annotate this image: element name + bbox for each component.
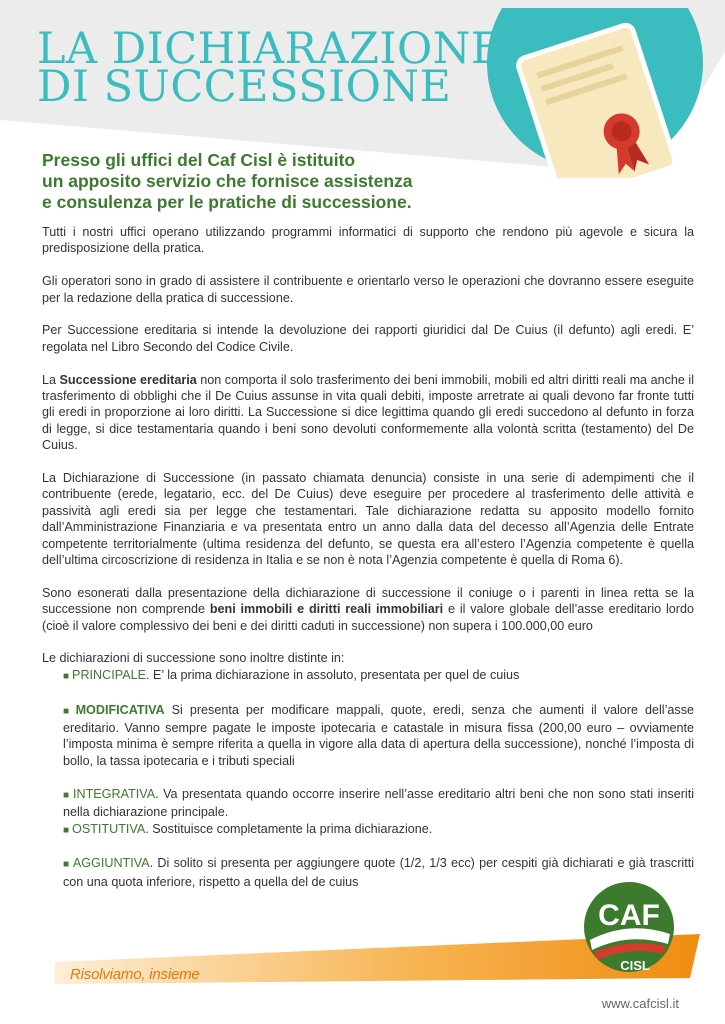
paragraph-4-post: non comporta il solo trasferimento dei beni immobili, mobili ed altri diritti reali ma anche il trasferimento di obblighi che il De Cuius assunse in vita quali debiti, imposte arretrate ai quali devono far fronte tutti gli eredi in proporzione ai loro diritti. La Successione si dice legittima quando gli eredi succedono al defunto in forza di legge, si dice testamentaria quando i beni sono devoluti conformemente alla volontà scritta (testamento) del De Cuius. [42,372,695,453]
intro-heading [42,150,482,213]
footer-slogan: Risolviamo, insieme [70,966,200,983]
square-bullet-icon: ■ [63,824,70,836]
type-text: . Di solito si presenta per aggiungere quote (1/2, 1/3 ecc) per cespiti già dichiarati e già trascritti con una quota inferiore, rispetto a quella del de cuius [63,856,694,889]
logo-text-cisl: CISL [620,958,650,973]
list-item [63,702,694,770]
intro-line-1: Presso gli uffici del Caf Cisl è istituito [42,150,356,170]
page-title [37,24,503,112]
paragraph-4-bold: Successione ereditaria [59,372,197,387]
paragraph-5: La Dichiarazione di Successione (in passato chiamata denuncia) consiste in una serie di adempimenti che il contribuente (erede, legatario, ecc. del De Cuius) deve eseguire per procedere al trasferimento delle attività e passività agli eredi sia per legge che testamentari. Tale dichiarazione redatta su apposito modello fornito dall’Amministrazione Finanziaria e va presentata entro un anno dalla data del decesso all’Agenzia delle Entrate competente territorialmente (ultima residenza del defunto, se questa era all’estero l’Agenzia competente è quella dell’ultima circoscrizione di residenza in Italia e se non è nota l’Agenzia competente è quella di Roma 6). [42,471,694,568]
type-name: OSTITUTIVA [72,821,146,836]
succession-types-list [42,667,694,890]
list-item [63,786,694,821]
paragraph-6 [42,585,694,634]
type-text: . Sostituisce completamente la prima dichiarazione. [145,821,433,836]
square-bullet-icon: ■ [63,705,73,717]
type-text: . E’ la prima dichiarazione in assoluto, presentata per quel de cuius [146,667,520,682]
certificate-icon [470,8,725,178]
paragraph-2: Gli operatori sono in grado di assistere il contribuente e orientarlo verso le operazioni che dovranno essere eseguite per la redazione della pratica di successione. [42,274,694,305]
paragraph-3: Per Successione ereditaria si intende la devoluzione dei rapporti giuridici dal De Cuius (il defunto) agli eredi. E’ regolata nel Libro Secondo del Codice Civile. [42,323,694,354]
paragraph-7: Le dichiarazioni di successione sono inoltre distinte in: [42,651,345,666]
page-title-line-2: DI SUCCESSIONE [37,62,452,112]
paragraph-4-pre: La [42,372,60,387]
list-item [63,667,694,685]
type-text: Si presenta per modificare mappali, quote, eredi, senza che aumenti il valore dell’asse ereditario. Vanno sempre pagate le imposte ipotecaria e catastale in misura fissa (200,00 euro – ovviamente l’imposta minima è sempre riferita a quella in vigore alla data di apertura della successione), nonché l’imposta di bollo, la tassa ipotecaria e i tributi speciali [63,702,694,768]
paragraph-1: Tutti i nostri uffici operano utilizzando programmi informatici di supporto che rendono più agevole e sicura la predisposizione della pratica. [42,225,694,256]
paragraph-6-pre: Sono esonerati dalla presentazione della dichiarazione di successione il coniuge o i parenti in linea retta se la successione non comprende [42,585,694,617]
intro-line-2: un apposito servizio che fornisce assistenza [42,171,413,191]
type-name: INTEGRATIVA [73,786,156,801]
square-bullet-icon: ■ [63,670,70,682]
type-name: AGGIUNTIVA [72,856,150,871]
type-name: MODIFICATIVA [75,702,165,717]
caf-cisl-logo [582,880,677,975]
type-name: PRINCIPALE [72,667,146,682]
website-link[interactable]: www.cafcisl.it [601,996,679,1011]
paragraph-6-post: e il valore globale dell’asse ereditario lordo (cioè il valore complessivo dei beni e dei diritti caduti in successione) non supera i 100.000,00 euro [42,602,694,633]
paragraph-6-bold: beni immobili e diritti reali immobiliari [209,602,444,617]
page-title-line-1: LA DICHIARAZIONE [37,24,503,74]
square-bullet-icon: ■ [63,859,70,871]
logo-text-caf: CAF [598,899,660,932]
square-bullet-icon: ■ [63,789,70,801]
intro-line-3: e consulenza per le pratiche di successione. [42,192,412,212]
type-text: . Va presentata quando occorre inserire nell’asse ereditario altri beni che non sono stati inseriti nella dichiarazione principale. [63,786,694,820]
paragraph-4 [42,372,694,454]
list-item [63,821,694,839]
main-content [42,224,694,907]
